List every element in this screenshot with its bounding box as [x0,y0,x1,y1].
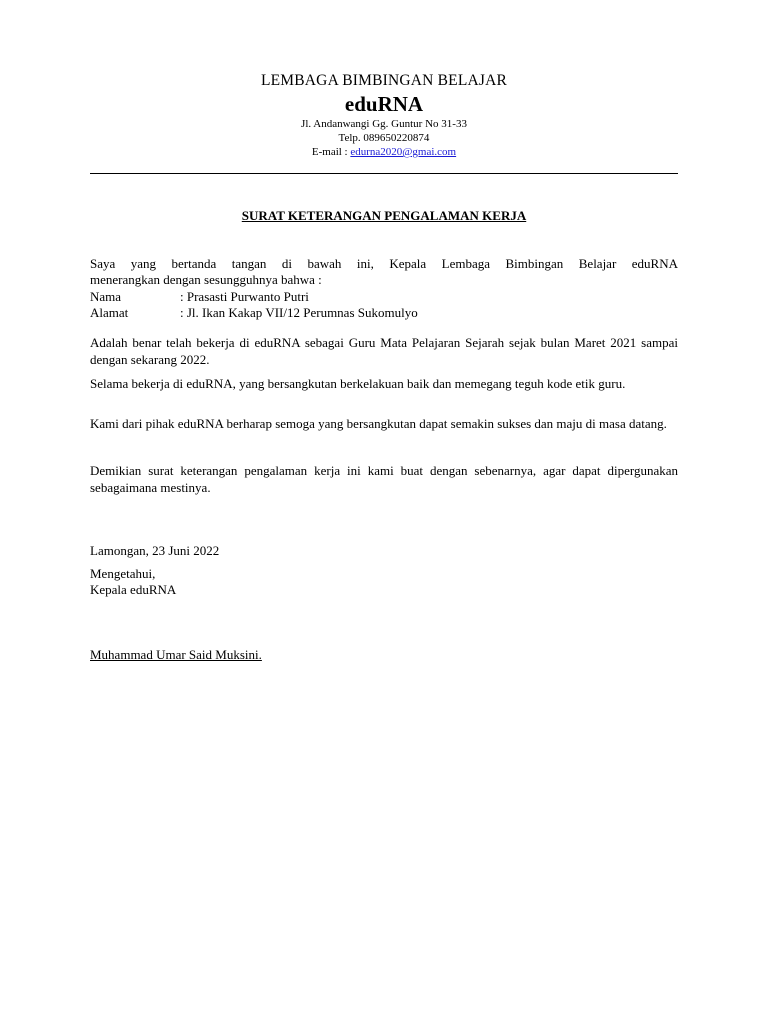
place-date: Lamongan, 23 Juni 2022 [90,543,220,558]
email-link[interactable]: edurna2020@gmai.com [350,146,457,158]
body-paragraph-employment: Adalah benar telah bekerja di eduRNA sebagai Guru Mata Pelajaran Sejarah sejak bulan Maret 2021 sampai dengan sekarang 2022. [90,335,678,367]
intro-line-1: Saya yang bertanda tangan di bawah ini, Kepala Lembaga Bimbingan Belajar eduRNA [90,256,678,271]
email-line [0,145,768,159]
email-label: E-mail : [311,146,351,158]
field-label-name: Nama [90,289,122,304]
field-row-name [90,289,678,306]
phone-line: Telp. 089650220874 [338,132,430,144]
intro-line-2: menerangkan dengan sesungguhnya bahwa : [90,272,322,287]
field-value-name: : Prasasti Purwanto Putri [180,289,309,304]
acknowledged-label: Mengetahui, [90,566,156,581]
brand-name: eduRNA [344,92,424,116]
body-paragraph-closing: Demikian surat keterangan pengalaman kerja ini kami buat dengan sebenarnya, agar dapat dipergunakan sebagaimana mestinya. [90,463,678,495]
field-label-address: Alamat [90,305,129,320]
address-line: Jl. Andanwangi Gg. Guntur No 31-33 [301,118,467,130]
field-value-address: : Jl. Ikan Kakap VII/12 Perumnas Sukomulyo [180,305,418,320]
body-paragraph-conduct: Selama bekerja di eduRNA, yang bersangkutan berkelakuan baik dan memegang teguh kode etik guru. [90,376,626,391]
organization-name: LEMBAGA BIMBINGAN BELAJAR [260,72,508,89]
body-paragraph-wishes: Kami dari pihak eduRNA berharap semoga yang bersangkutan dapat semakin sukses dan maju di masa datang. [90,416,667,431]
field-row-address [90,305,678,322]
signer-name: Muhammad Umar Said Muksini. [90,647,262,662]
signer-position: Kepala eduRNA [90,582,177,597]
letterhead-divider [90,173,678,174]
document-title: SURAT KETERANGAN PENGALAMAN KERJA [241,208,527,223]
